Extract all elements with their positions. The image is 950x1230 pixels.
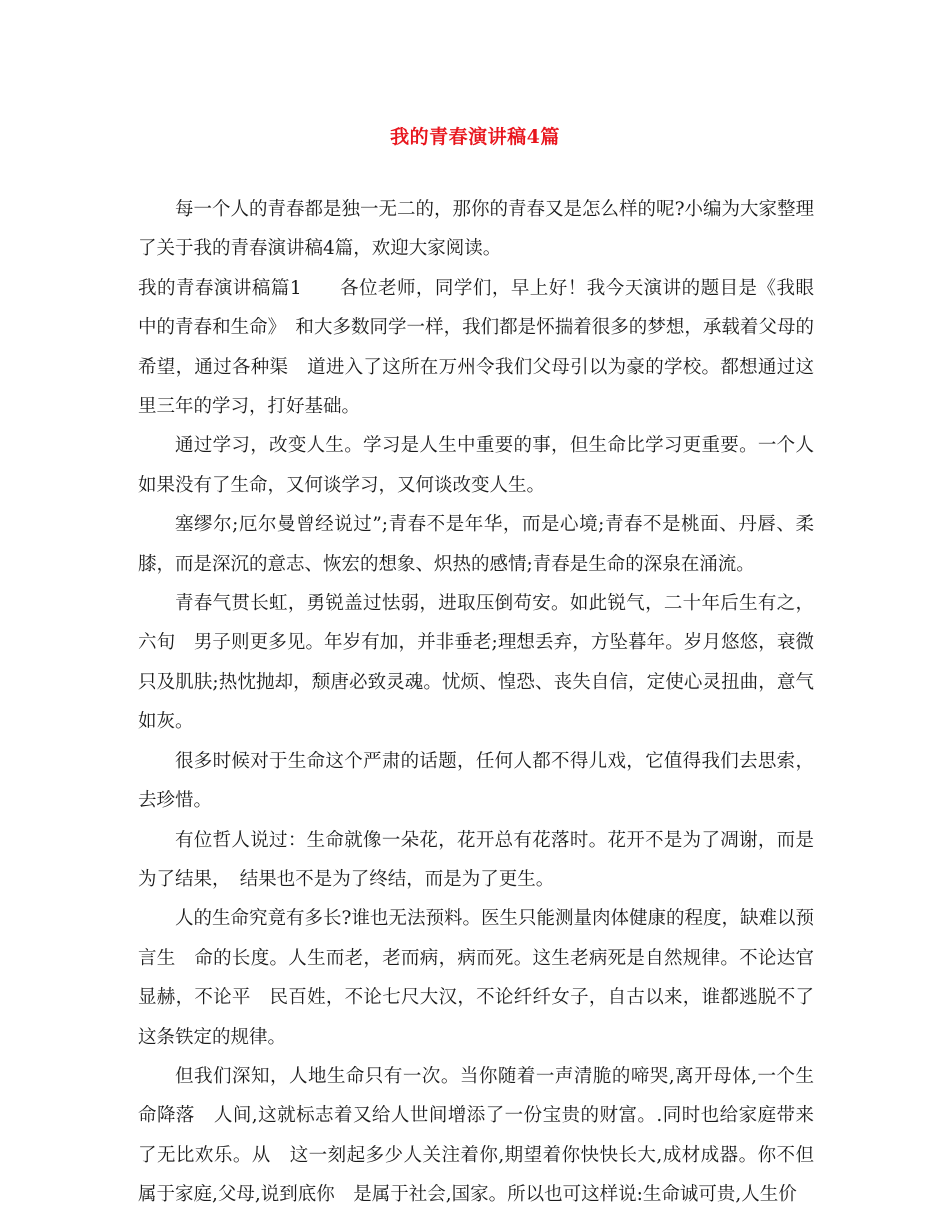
- paragraph: 通过学习，改变人生。学习是人生中重要的事，但生命比学习更重要。一个人如果没有了生命，又何谈学习，又何谈改变人生。: [138, 435, 814, 496]
- paragraph: 青春气贯长虹，勇锐盖过怯弱，进取压倒苟安。如此锐气，二十年后生有之，六旬 男子则更多见。年岁有加，并非垂老;理想丢弃，方坠暮年。岁月悠悠，衰微只及肌肤;热忱抛却，颓唐必致灵魂。忧烦、惶恐、丧失自信，定使心灵扭曲，意气如灰。: [138, 593, 814, 733]
- document-title: 我的青春演讲稿4篇: [390, 126, 560, 148]
- paragraph: 但我们深知，人地生命只有一次。当你随着一声清脆的啼哭,离开母体,一个生命降落 人间,这就标志着又给人世间增添了一份宝贵的财富。.同时也给家庭带来了无比欢乐。从 这一刻起多少人关注着你,期望着你快快长大,成材成器。你不但属于家庭,父母,说到底你 是属于社会,国家。所以也可这样说:生命诚可贵,人生价: [138, 1065, 814, 1206]
- paragraph: 每一个人的青春都是独一无二的，那你的青春又是怎么样的呢?小编为大家整理了关于我的青春演讲稿4篇，欢迎大家阅读。: [138, 199, 814, 260]
- paragraph: 我的青春演讲稿篇1 各位老师，同学们，早上好！我今天演讲的题目是《我眼中的青春和生命》 和大多数同学一样，我们都是怀揣着很多的梦想，承载着父母的希望，通过各种渠 道进入了这所在万州令我们父母引以为豪的学校。都想通过这里三年的学习，打好基础。: [138, 277, 814, 418]
- paragraph: 人的生命究竟有多长?谁也无法预料。医生只能测量肉体健康的程度，缺难以预言生 命的长度。人生而老，老而病，病而死。这生老病死是自然规律。不论达官显赫，不论平 民百姓，不论七尺大汉，不论纤纤女子，自古以来，谁都逃脱不了这条铁定的规律。: [138, 908, 814, 1048]
- paragraph: 有位哲人说过：生命就像一朵花，花开总有花落时。花开不是为了凋谢，而是为了结果， 结果也不是为了终结，而是为了更生。: [138, 829, 814, 890]
- document-body: [138, 190, 814, 1215]
- paragraph: 很多时候对于生命这个严肃的话题，任何人都不得儿戏，它值得我们去思索，去珍惜。: [138, 750, 814, 812]
- paragraph: 塞缪尔;厄尔曼曾经说过”;青春不是年华，而是心境;青春不是桃面、丹唇、柔膝，而是深沉的意志、恢宏的想象、炽热的感情;青春是生命的深泉在涌流。: [138, 514, 814, 575]
